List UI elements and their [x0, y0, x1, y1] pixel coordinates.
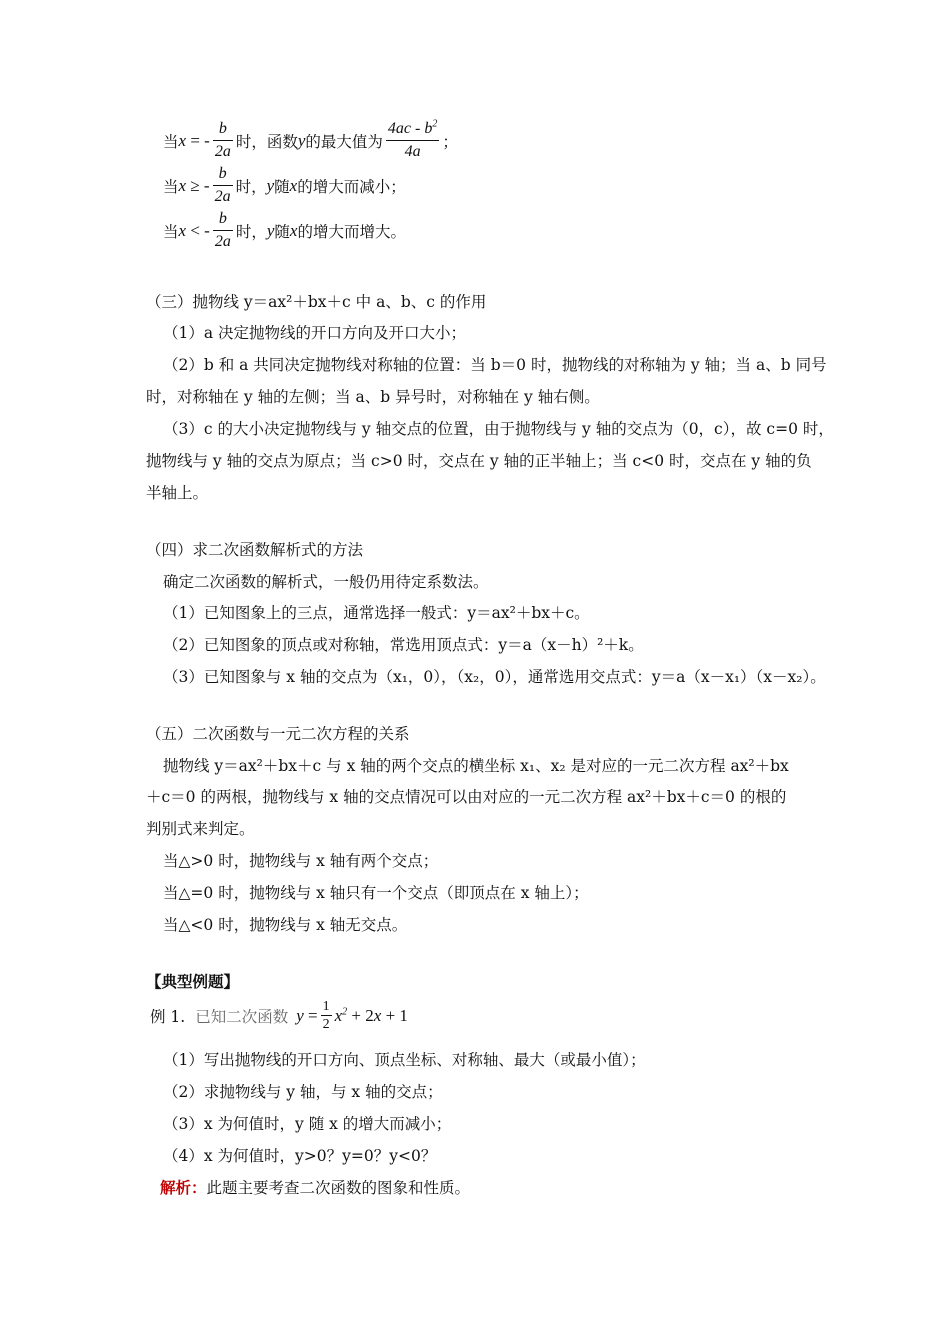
math-y-eq: y =	[296, 1005, 318, 1025]
math-quadratic-tail: $x^2 + 2x + 1$	[334, 1005, 408, 1025]
text-when-3: 当	[163, 222, 179, 241]
example-1-line	[150, 998, 408, 1033]
text-cond2-tail: 时，	[235, 177, 267, 196]
examples-heading: 【典型例题】	[146, 972, 240, 991]
section-4-intro: 确定二次函数的解析式，一般仍用待定系数法。	[163, 573, 489, 591]
example-1-q1: （1）写出抛物线的开口方向、顶点坐标、对称轴、最大（或最小值）；	[163, 1051, 646, 1069]
example-1-text: 已知二次函数	[195, 1007, 289, 1026]
section-5-d2: 当△=0 时，抛物线与 x 轴只有一个交点（即顶点在 x 轴上）；	[163, 884, 589, 902]
fraction-b-over-2a-3: $\frac{b}{2a}$	[213, 208, 233, 253]
text-cond1-tail: 时，函数	[235, 132, 298, 151]
section-4-p2: （2）已知图象的顶点或对称轴，常选用顶点式：y＝a（x－h）²＋k。	[163, 636, 644, 654]
math-x-3: x	[289, 220, 298, 240]
section-4-p1: （1）已知图象上的三点，通常选择一般式：y＝ax²＋bx＋c。	[163, 604, 590, 622]
section-5-p1a: 抛物线 y＝ax²＋bx＋c 与 x 轴的两个交点的横坐标 x₁、x₂ 是对应的一元二次方程 ax²＋bx	[163, 757, 789, 775]
math-x-lt: x < -	[178, 220, 210, 240]
fraction-max-value: $\frac{4ac - b^2}{4a}$	[386, 118, 439, 163]
section-4-p3: （3）已知图象与 x 轴的交点为（x₁，0），（x₂，0），通常选用交点式：y＝a（x－x₁）（x－x₂）。	[163, 668, 826, 686]
condition-max-line	[163, 118, 458, 163]
example-1-label: 例 1.	[150, 1007, 186, 1026]
section-5-d3: 当△<0 时，抛物线与 x 轴无交点。	[163, 916, 408, 934]
analysis-text: 此题主要考查二次函数的图象和性质。	[206, 1179, 471, 1197]
fraction-b-over-2a: $\frac{b}{2a}$	[213, 118, 233, 163]
text-cond2-end2: 的增大而减小；	[297, 177, 406, 196]
text-cond3-tail: 时，	[235, 222, 267, 241]
analysis-label: 解析：	[160, 1178, 207, 1197]
condition-decrease-line	[163, 163, 406, 208]
section-3-title: （三）抛物线 y＝ax²＋bx＋c 中 a、b、c 的作用	[146, 293, 487, 311]
section-4-title: （四）求二次函数解析式的方法	[146, 541, 364, 559]
math-y: y	[297, 130, 306, 150]
fraction-one-half: $\frac{1}{2}$	[322, 999, 330, 1032]
section-3-p2a: （2）b 和 a 共同决定抛物线对称轴的位置：当 b＝0 时，抛物线的对称轴为 y 轴；当 a、b 同号	[163, 356, 827, 374]
text-cond1-end: ；	[442, 132, 458, 151]
fraction-b-over-2a-2: $\frac{b}{2a}$	[213, 163, 233, 208]
text-cond3-end2: 的增大而增大。	[297, 222, 406, 241]
math-y-3: y	[266, 220, 275, 240]
section-3-p1: （1）a 决定抛物线的开口方向及开口大小；	[163, 324, 467, 342]
analysis-line	[160, 1178, 470, 1198]
text-cond2-end: 随	[274, 177, 290, 196]
example-1-q3: （3）x 为何值时，y 随 x 的增大而减小；	[163, 1115, 452, 1133]
example-1-q4: （4）x 为何值时，y>0？y=0？y<0？	[163, 1147, 437, 1165]
math-y-2: y	[266, 175, 275, 195]
text-cond1-max: 的最大值为	[305, 132, 383, 151]
condition-increase-line	[163, 208, 406, 253]
section-5-d1: 当△>0 时，抛物线与 x 轴有两个交点；	[163, 852, 439, 870]
section-5-p1c: 判别式来判定。	[146, 820, 255, 838]
section-3-p3c: 半轴上。	[146, 484, 209, 502]
section-3-p3b: 抛物线与 y 轴的交点为原点；当 c>0 时，交点在 y 轴的正半轴上；当 c<0 时，交点在 y 轴的负	[146, 452, 812, 470]
text-when: 当	[163, 132, 179, 151]
example-1-q2: （2）求抛物线与 y 轴，与 x 轴的交点；	[163, 1083, 443, 1101]
section-5-p1b: ＋c＝0 的两根，抛物线与 x 轴的交点情况可以由对应的一元二次方程 ax²＋bx＋c＝0 的根的	[146, 788, 787, 806]
text-cond3-end: 随	[274, 222, 290, 241]
section-3-p2b: 时，对称轴在 y 轴的左侧；当 a、b 异号时，对称轴在 y 轴右侧。	[146, 388, 600, 406]
section-3-p3a: （3）c 的大小决定抛物线与 y 轴交点的位置，由于抛物线与 y 轴的交点为（0，c），故 c=0 时，	[163, 420, 834, 438]
section-5-title: （五）二次函数与一元二次方程的关系	[146, 725, 410, 743]
math-x-2: x	[289, 175, 298, 195]
math-x-ge: x ≥ -	[178, 175, 210, 195]
math-x-eq: x = -	[178, 130, 210, 150]
text-when-2: 当	[163, 177, 179, 196]
